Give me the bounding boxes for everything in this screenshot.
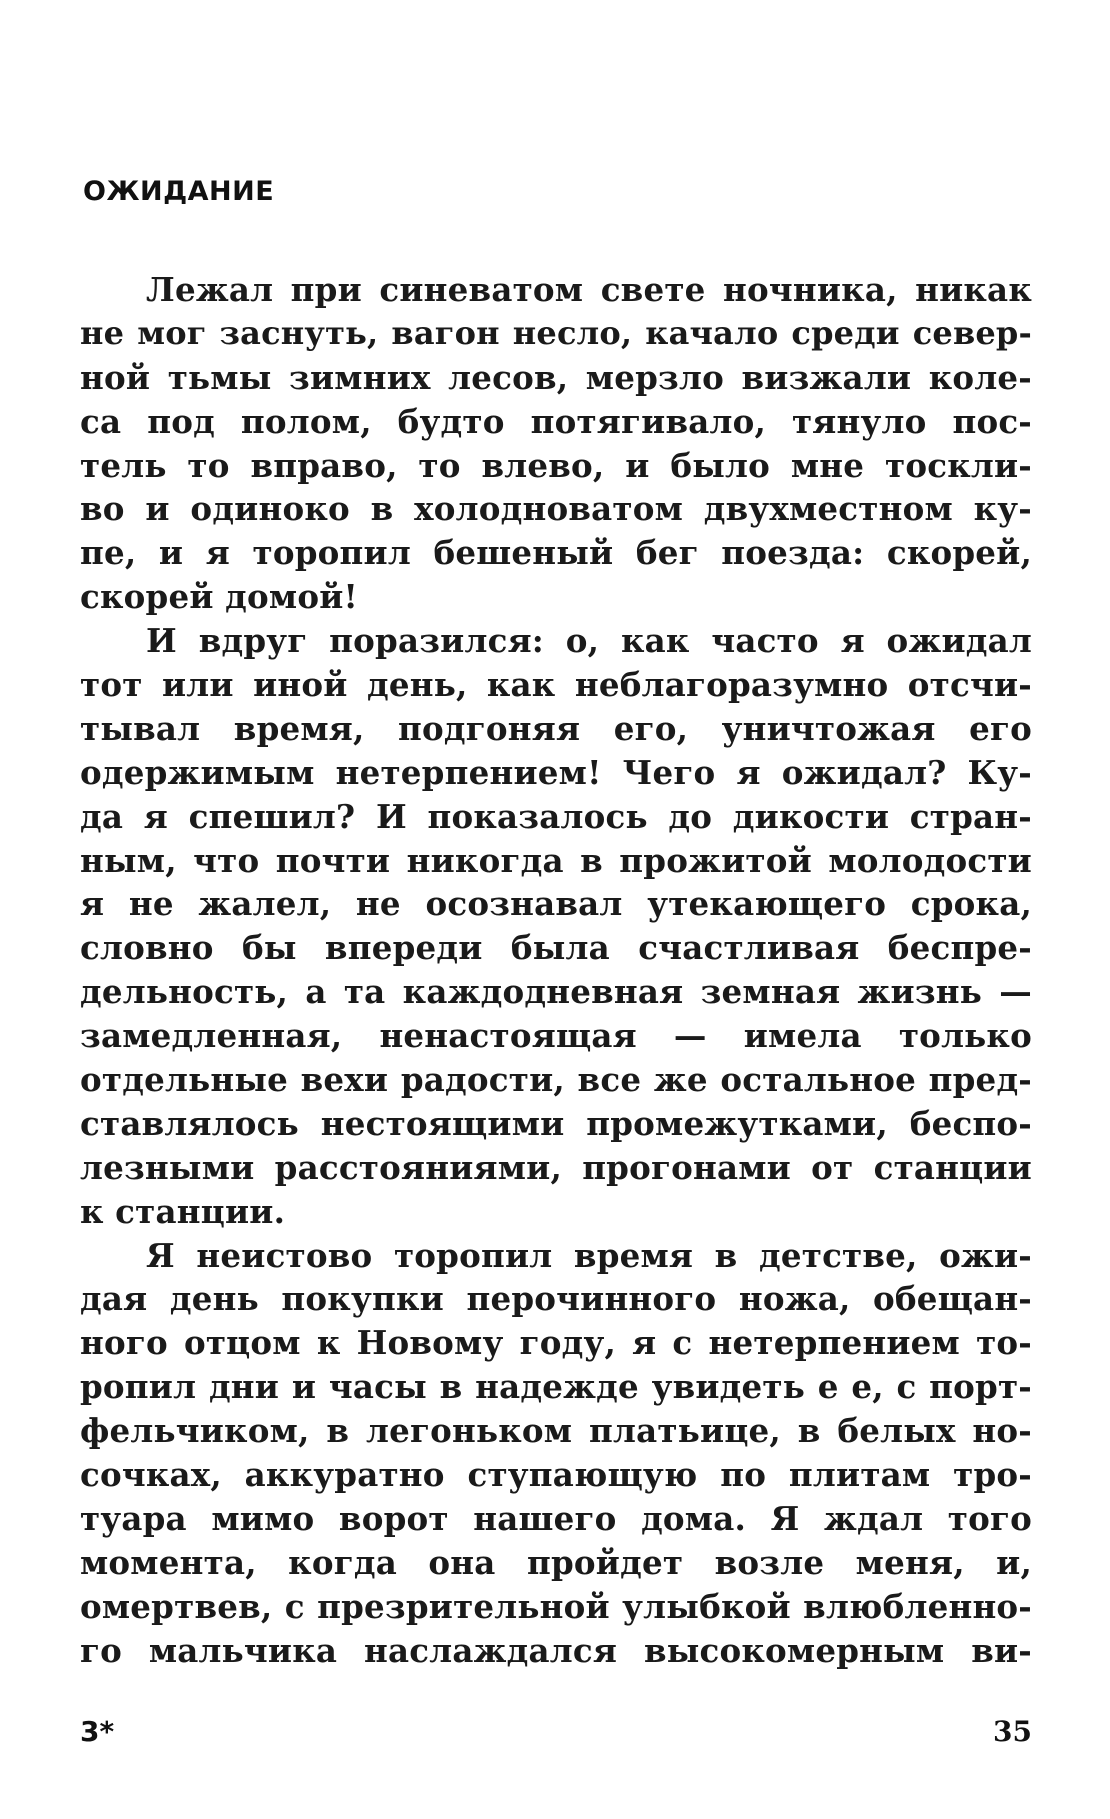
- text-line: ставлялось нестоящими промежутками, беспо-: [80, 1103, 1032, 1143]
- body-text: [80, 268, 1032, 1673]
- text-line: Я неистово торопил время в детстве, ожи-: [146, 1235, 1032, 1275]
- text-line: го мальчика наслаждался высокомерным ви-: [80, 1630, 1032, 1670]
- text-line: дельность, а та каждодневная земная жизнь —: [80, 972, 1032, 1012]
- text-line: туара мимо ворот нашего дома. Я ждал того: [80, 1498, 1032, 1538]
- text-line: ного отцом к Новому году, я с нетерпением то-: [80, 1323, 1032, 1363]
- text-line: одержимым нетерпением! Чего я ожидал? Ку-: [80, 752, 1032, 792]
- text-line: во и одиноко в холодноватом двухместном ку-: [80, 489, 1032, 529]
- text-line: тот или иной день, как неблагоразумно отсчи-: [80, 665, 1032, 705]
- text-line: не мог заснуть, вагон несло, качало среди север-: [80, 313, 1032, 352]
- text-line: ропил дни и часы в надежде увидеть е е, с порт-: [80, 1367, 1032, 1407]
- text-line: фельчиком, в легоньком платьице, в белых но-: [80, 1411, 1032, 1451]
- text-line: сочках, аккуратно ступающую по плитам тро-: [80, 1455, 1032, 1495]
- text-line: ным, что почти никогда в прожитой молодости: [80, 840, 1032, 880]
- text-line: Лежал при синеватом свете ночника, никак: [146, 270, 1032, 309]
- text-line: омертвев, с презрительной улыбкой влюбленно-: [80, 1586, 1032, 1626]
- text-line: И вдруг поразился: о, как часто я ожидал: [146, 621, 1032, 661]
- text-line: момента, когда она пройдет возле меня, и,: [80, 1542, 1032, 1582]
- page-number: 35: [993, 1715, 1032, 1748]
- signature-mark: 3*: [80, 1715, 115, 1748]
- text-line: скорей домой!: [80, 577, 358, 617]
- text-line: са под полом, будто потягивало, тянуло пос-: [80, 401, 1032, 441]
- text-line: к станции.: [80, 1191, 286, 1231]
- text-line: ной тьмы зимних лесов, мерзло визжали коле-: [80, 357, 1032, 397]
- text-line: лезными расстояниями, прогонами от станции: [80, 1147, 1032, 1187]
- text-line: замедленная, ненастоящая — имела только: [80, 1016, 1032, 1056]
- text-line: отдельные вехи радости, все же остальное пред-: [80, 1060, 1032, 1100]
- text-line: словно бы впереди была счастливая беспре-: [80, 928, 1032, 968]
- text-line: тывал время, подгоняя его, уничтожая его: [80, 708, 1032, 748]
- chapter-title: ОЖИДАНИЕ: [83, 176, 275, 207]
- text-line: тель то вправо, то влево, и было мне тоскли-: [80, 445, 1032, 485]
- text-line: да я спешил? И показалось до дикости стран-: [80, 796, 1032, 836]
- text-line: я не жалел, не осознавал утекающего срока,: [80, 884, 1032, 924]
- text-line: пе, и я торопил бешеный бег поезда: скорей,: [80, 533, 1032, 573]
- text-line: дая день покупки перочинного ножа, обещан-: [80, 1279, 1032, 1319]
